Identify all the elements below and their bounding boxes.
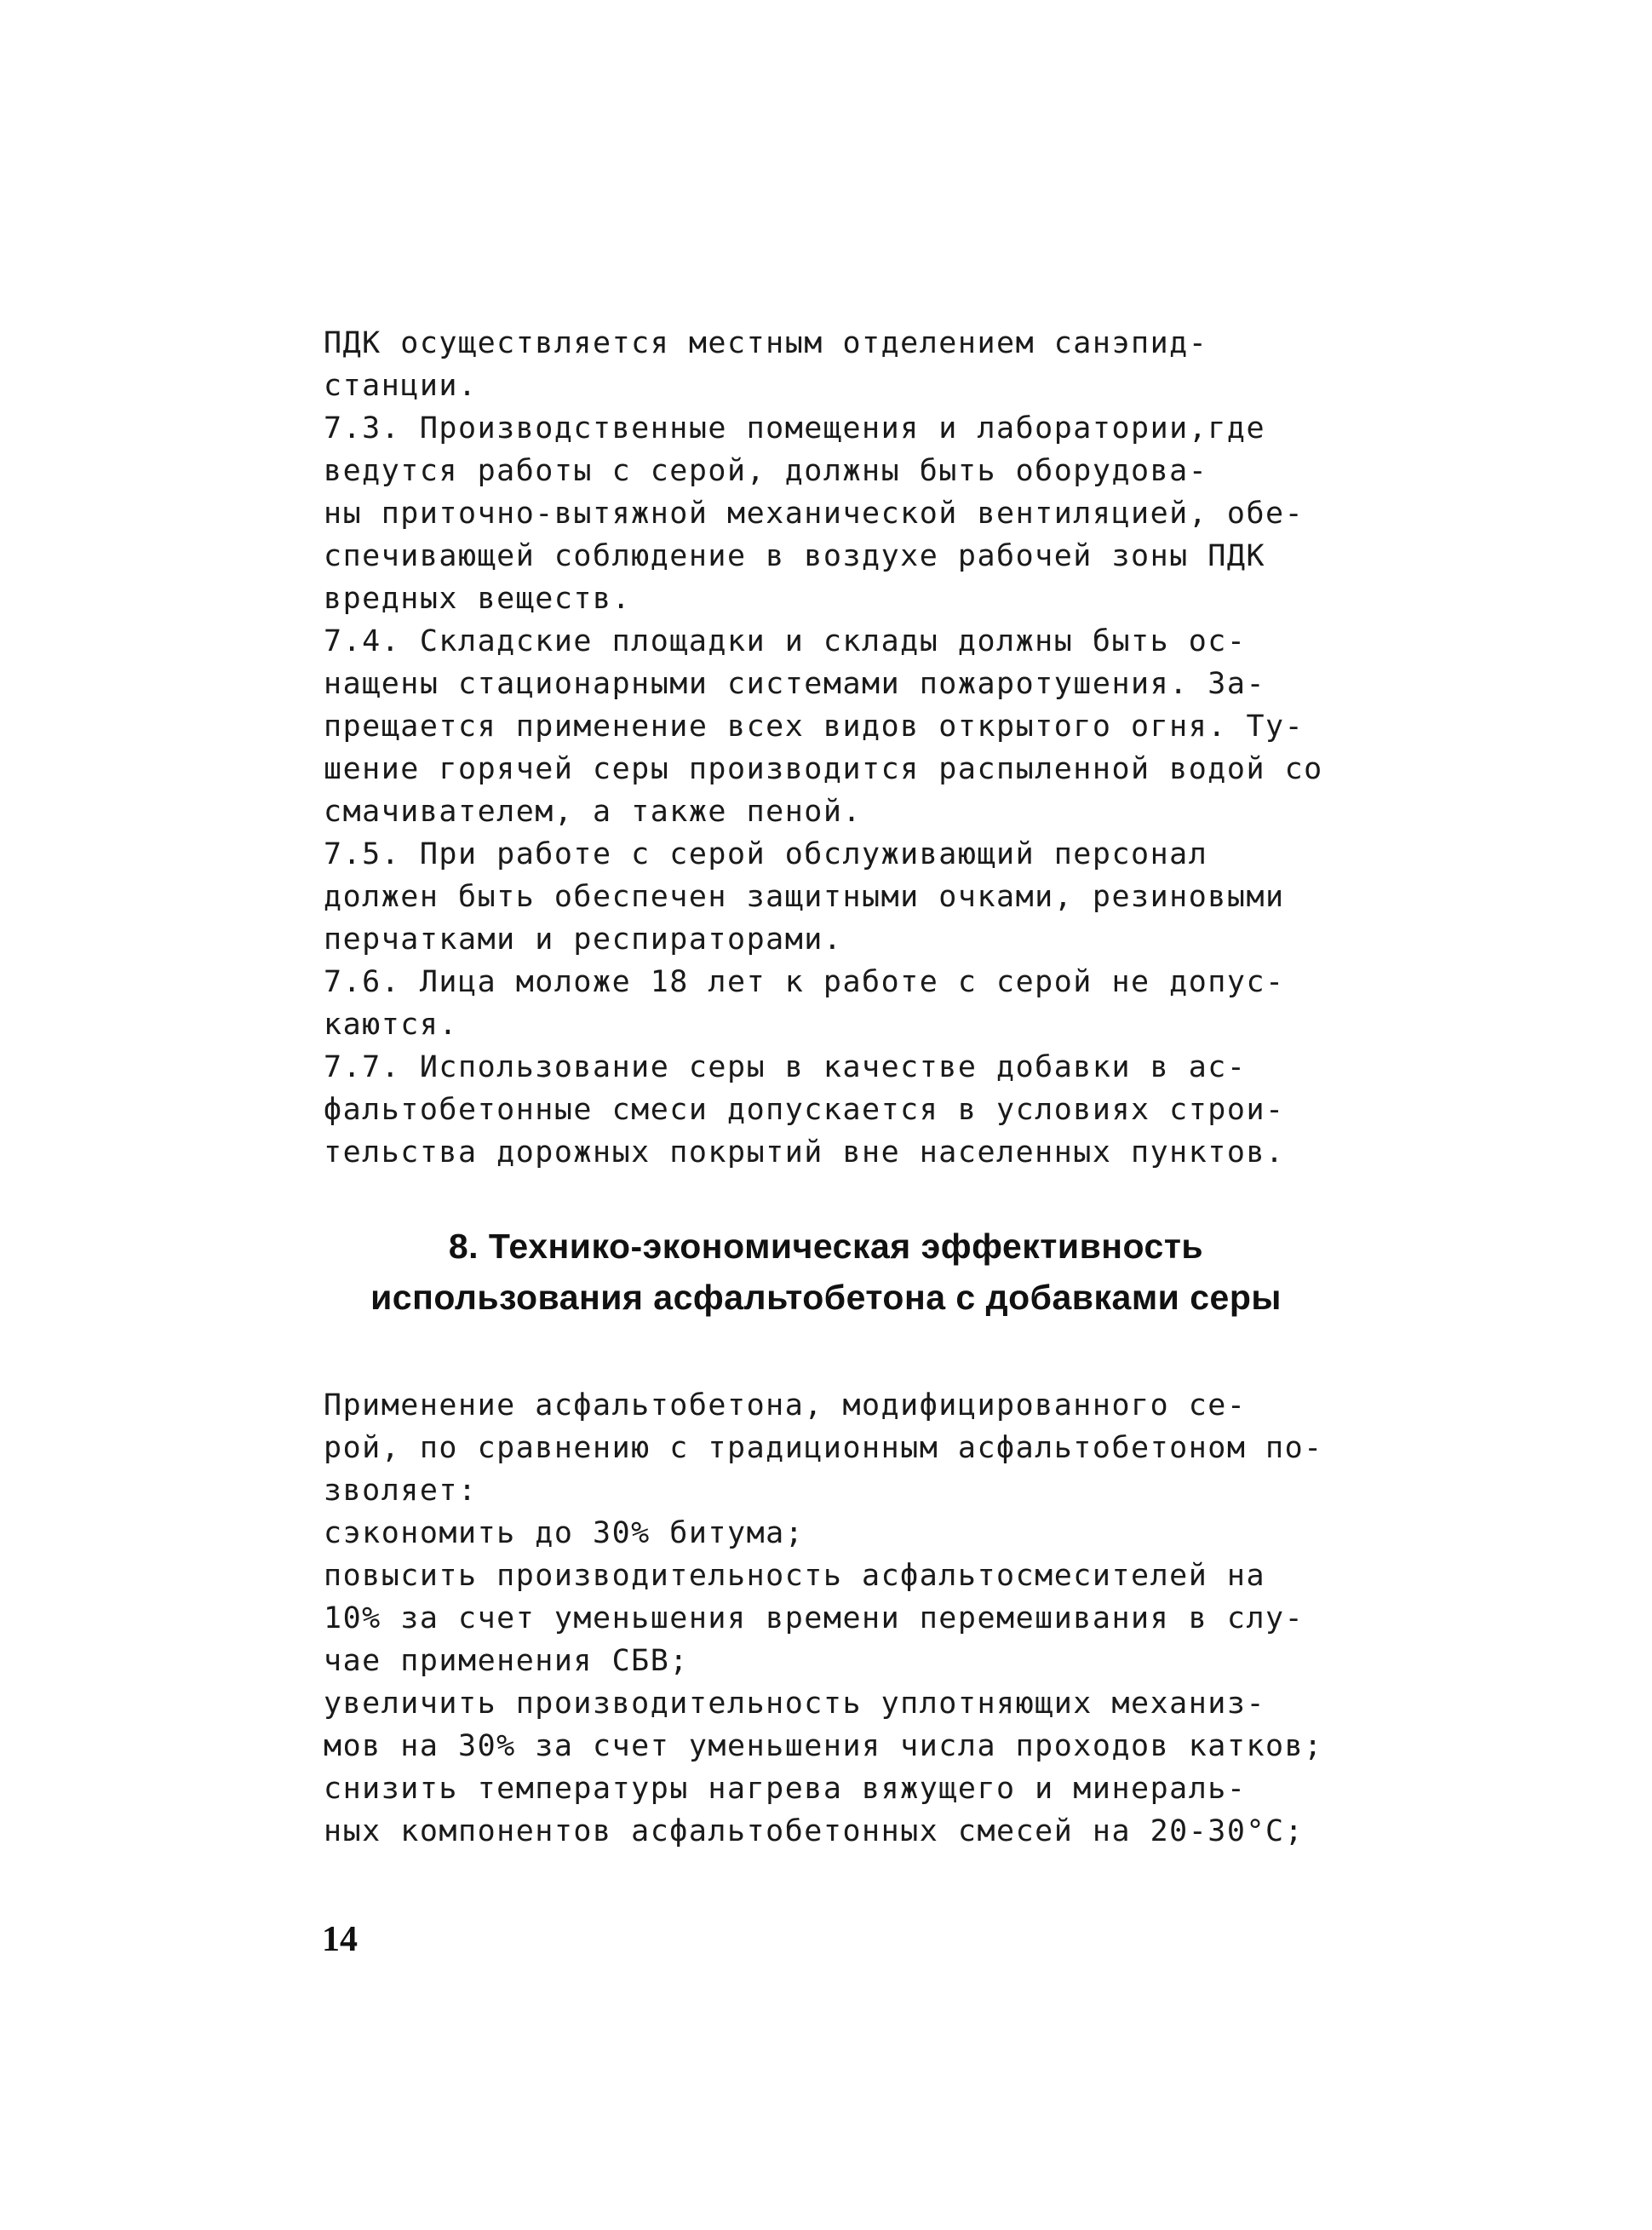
- text-line: сэкономить до 30% битума;: [324, 1516, 805, 1550]
- text-line: зволяет:: [324, 1474, 478, 1508]
- text-line: ведутся работы с серой, должны быть оборудова-: [324, 454, 1208, 488]
- text-line: 7.3. Производственные помещения и лаборатории,где: [324, 411, 1266, 445]
- section-8-heading-line-2: использования асфальтобетона с добавками серы: [370, 1278, 1282, 1317]
- text-line: фальтобетонные смеси допускается в условиях строи-: [324, 1093, 1285, 1127]
- text-line: чае применения СБВ;: [324, 1644, 689, 1678]
- text-line: шение горячей серы производится распыленной водой со: [324, 752, 1323, 786]
- text-line: станции.: [324, 369, 478, 403]
- text-line: должен быть обеспечен защитными очками, резиновыми: [324, 880, 1285, 914]
- text-line: мов на 30% за счет уменьшения числа проходов катков;: [324, 1729, 1323, 1763]
- text-line: 7.6. Лица моложе 18 лет к работе с серой не допус-: [324, 965, 1285, 999]
- text-line: 7.7. Использование серы в качестве добавки в ас-: [324, 1050, 1247, 1084]
- section-8-heading-line-1: 8. Технико-экономическая эффективность: [448, 1227, 1204, 1266]
- text-line: вредных веществ.: [324, 582, 632, 616]
- text-line: Применение асфальтобетона, модифицированного се-: [324, 1388, 1247, 1422]
- text-line: 7.4. Складские площадки и склады должны быть ос-: [324, 624, 1247, 658]
- text-line: ных компонентов асфальтобетонных смесей на 20-30°С;: [324, 1814, 1305, 1848]
- text-line: 7.5. При работе с серой обслуживающий персонал: [324, 837, 1208, 871]
- text-line: смачивателем, а также пеной.: [324, 795, 863, 829]
- text-line: нащены стационарными системами пожаротушения. За-: [324, 667, 1266, 701]
- text-line: спечивающей соблюдение в воздухе рабочей зоны ПДК: [324, 539, 1266, 573]
- text-line: 10% за счет уменьшения времени перемешивания в слу-: [324, 1601, 1305, 1635]
- text-line: тельства дорожных покрытий вне населенных пунктов.: [324, 1135, 1285, 1170]
- text-line: прещается применение всех видов открытого огня. Ту-: [324, 710, 1305, 744]
- text-line: рой, по сравнению с традиционным асфальтобетоном по-: [324, 1431, 1323, 1465]
- text-line: снизить температуры нагрева вяжущего и минераль-: [324, 1772, 1247, 1806]
- page-number: 14: [322, 1920, 358, 1959]
- text-line: ПДК осуществляется местным отделением санэпид-: [324, 326, 1208, 360]
- text-line: ны приточно-вытяжной механической вентиляцией, обе-: [324, 497, 1305, 531]
- text-line: перчатками и респираторами.: [324, 922, 843, 957]
- text-line: каются.: [324, 1008, 459, 1042]
- text-line: повысить производительность асфальтосмесителей на: [324, 1559, 1266, 1593]
- text-line: увеличить производительность уплотняющих механиз-: [324, 1687, 1266, 1721]
